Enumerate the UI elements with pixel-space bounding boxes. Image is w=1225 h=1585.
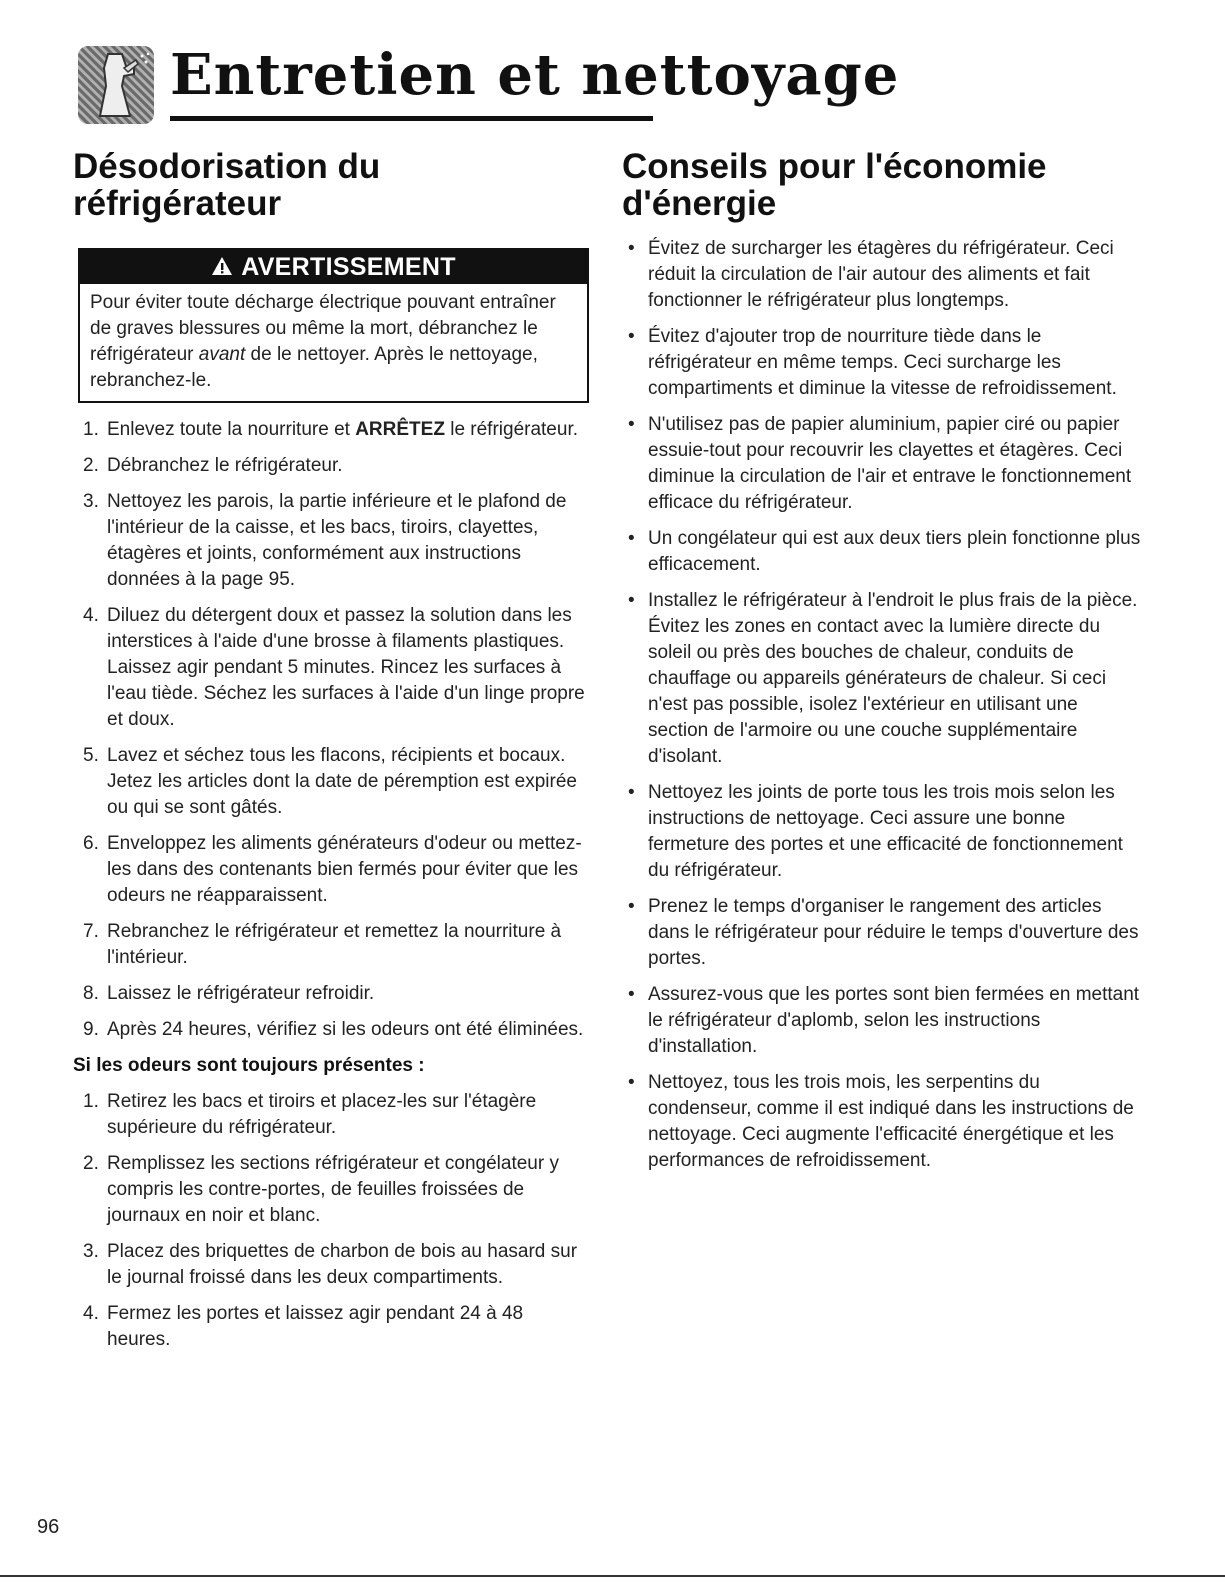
warning-text-emphasis: avant	[198, 344, 246, 365]
step-number: 8.	[83, 983, 99, 1004]
step-text: Rebranchez le réfrigérateur et remettez la nourriture à l'intérieur.	[107, 921, 562, 968]
list-item: • Assurez-vous que les portes sont bien fermées en mettant le réfrigérateur d'aplomb, selon les instructions d'installation.	[622, 982, 1142, 1060]
right-column	[622, 148, 1142, 1184]
list-item: • Évitez d'ajouter trop de nourriture tiède dans le réfrigérateur en même temps. Ceci surcharge les compartiments et diminue la vitesse de refroidissement.	[622, 324, 1142, 402]
step-text-bold: ARRÊTEZ	[355, 419, 445, 440]
step-number: 9.	[83, 1019, 99, 1040]
list-item	[73, 603, 588, 733]
step-number: 2.	[83, 455, 99, 476]
step-number: 4.	[83, 1303, 99, 1324]
persistent-odors-subheading: Si les odeurs sont toujours présentes :	[73, 1055, 425, 1076]
list-item	[73, 489, 588, 593]
list-item	[73, 1301, 588, 1353]
cleaning-spray-icon	[78, 46, 154, 124]
footer-rule	[0, 1575, 1225, 1577]
warning-text-part2: de le nettoyer. Après le nettoyage, rebranchez-le.	[90, 344, 538, 391]
list-item	[73, 831, 588, 909]
step-text: Nettoyez les parois, la partie inférieure et le plafond de l'intérieur de la caisse, et les bacs, tiroirs, clayettes, étagères et joints, conformément aux instructions données à la page 95.	[107, 491, 567, 590]
deodorize-heading: Désodorisation du réfrigérateur	[73, 147, 381, 223]
list-item	[73, 1089, 588, 1141]
step-text: Retirez les bacs et tiroirs et placez-les sur l'étagère supérieure du réfrigérateur.	[107, 1091, 537, 1138]
list-item: • Nettoyez, tous les trois mois, les serpentins du condenseur, comme il est indiqué dans les instructions de nettoyage. Ceci augmente l'efficacité énergétique et les performances de refroidissement.	[622, 1070, 1142, 1174]
deodorize-steps	[73, 417, 588, 1043]
step-text: Débranchez le réfrigérateur.	[107, 455, 343, 476]
step-text: Lavez et séchez tous les flacons, récipients et bocaux. Jetez les articles dont la date de péremption est expirée ou qui se sont gâtés.	[107, 745, 577, 818]
list-item	[73, 981, 588, 1007]
warning-triangle-icon	[211, 251, 233, 285]
list-item: • Évitez de surcharger les étagères du réfrigérateur. Ceci réduit la circulation de l'air autour des aliments et fait fonctionner le réfrigérateur plus longtemps.	[622, 236, 1142, 314]
energy-tips-list	[622, 236, 1142, 1174]
step-text: Fermez les portes et laissez agir pendant 24 à 48 heures.	[107, 1303, 524, 1350]
step-text: Après 24 heures, vérifiez si les odeurs ont été éliminées.	[107, 1019, 584, 1040]
warning-text-part1: Pour éviter toute décharge électrique pouvant entraîner de graves blessures ou même la mort, débranchez le réfrigérateur	[90, 292, 556, 365]
warning-header	[80, 250, 587, 284]
step-text: Diluez du détergent doux et passez la solution dans les interstices à l'aide d'une brosse à filaments plastiques. Laissez agir pendant 5 minutes. Rincez les surfaces à l'eau tiède. Séchez les surfaces à l'aide d'un linge propre et doux.	[107, 605, 585, 730]
step-text: Laissez le réfrigérateur refroidir.	[107, 983, 375, 1004]
step-text: Placez des briquettes de charbon de bois au hasard sur le journal froissé dans les deux compartiments.	[107, 1241, 578, 1288]
warning-title: AVERTISSEMENT	[241, 253, 456, 281]
persistent-odors-steps	[73, 1089, 588, 1353]
list-item	[73, 1239, 588, 1291]
step-number: 3.	[83, 1241, 99, 1262]
list-item	[73, 743, 588, 821]
step-number: 1.	[83, 1091, 99, 1112]
warning-box	[78, 248, 589, 403]
list-item: • Nettoyez les joints de porte tous les trois mois selon les instructions de nettoyage. Ceci assure une bonne fermeture des portes et une efficacité de fonctionnement du réfrigérateur.	[622, 780, 1142, 884]
warning-text	[80, 284, 587, 401]
step-number: 3.	[83, 491, 99, 512]
page-title: Entretien et nettoyage	[170, 42, 900, 108]
list-item	[73, 1151, 588, 1229]
step-text: Remplissez les sections réfrigérateur et congélateur y compris les contre-portes, de feuilles froissées de journaux en noir et blanc.	[107, 1153, 559, 1226]
step-text: Enlevez toute la nourriture et	[107, 419, 356, 440]
page-number: 96	[37, 1516, 60, 1538]
left-column	[73, 148, 588, 1363]
list-item	[73, 919, 588, 971]
step-number: 5.	[83, 745, 99, 766]
step-number: 2.	[83, 1153, 99, 1174]
step-number: 4.	[83, 605, 99, 626]
list-item	[73, 1017, 588, 1043]
list-item: • Installez le réfrigérateur à l'endroit le plus frais de la pièce. Évitez les zones en contact avec la lumière directe du soleil ou près des bouches de chaleur, conduits de chauffage ou appareils générateurs de chaleur. Si ceci n'est pas possible, isolez l'extérieur en utilisant une section de l'armoire ou une couche supplémentaire d'isolant.	[622, 588, 1142, 770]
step-number: 6.	[83, 833, 99, 854]
list-item	[73, 417, 588, 443]
energy-tips-heading: Conseils pour l'économie d'énergie	[622, 147, 1047, 223]
list-item: • Prenez le temps d'organiser le rangement des articles dans le réfrigérateur pour réduire le temps d'ouverture des portes.	[622, 894, 1142, 972]
list-item: • N'utilisez pas de papier aluminium, papier ciré ou papier essuie-tout pour recouvrir les clayettes et étagères. Ceci diminue la circulation de l'air et entrave le fonctionnement efficace du réfrigérateur.	[622, 412, 1142, 516]
step-number: 7.	[83, 921, 99, 942]
list-item	[73, 453, 588, 479]
page-header	[78, 42, 900, 126]
step-number: 1.	[83, 419, 99, 440]
step-text: le réfrigérateur.	[444, 419, 579, 440]
title-underline	[170, 116, 653, 121]
list-item: • Un congélateur qui est aux deux tiers plein fonctionne plus efficacement.	[622, 526, 1142, 578]
step-text: Enveloppez les aliments générateurs d'odeur ou mettez-les dans des contenants bien fermés pour éviter que les odeurs ne réapparaissent.	[107, 833, 582, 906]
